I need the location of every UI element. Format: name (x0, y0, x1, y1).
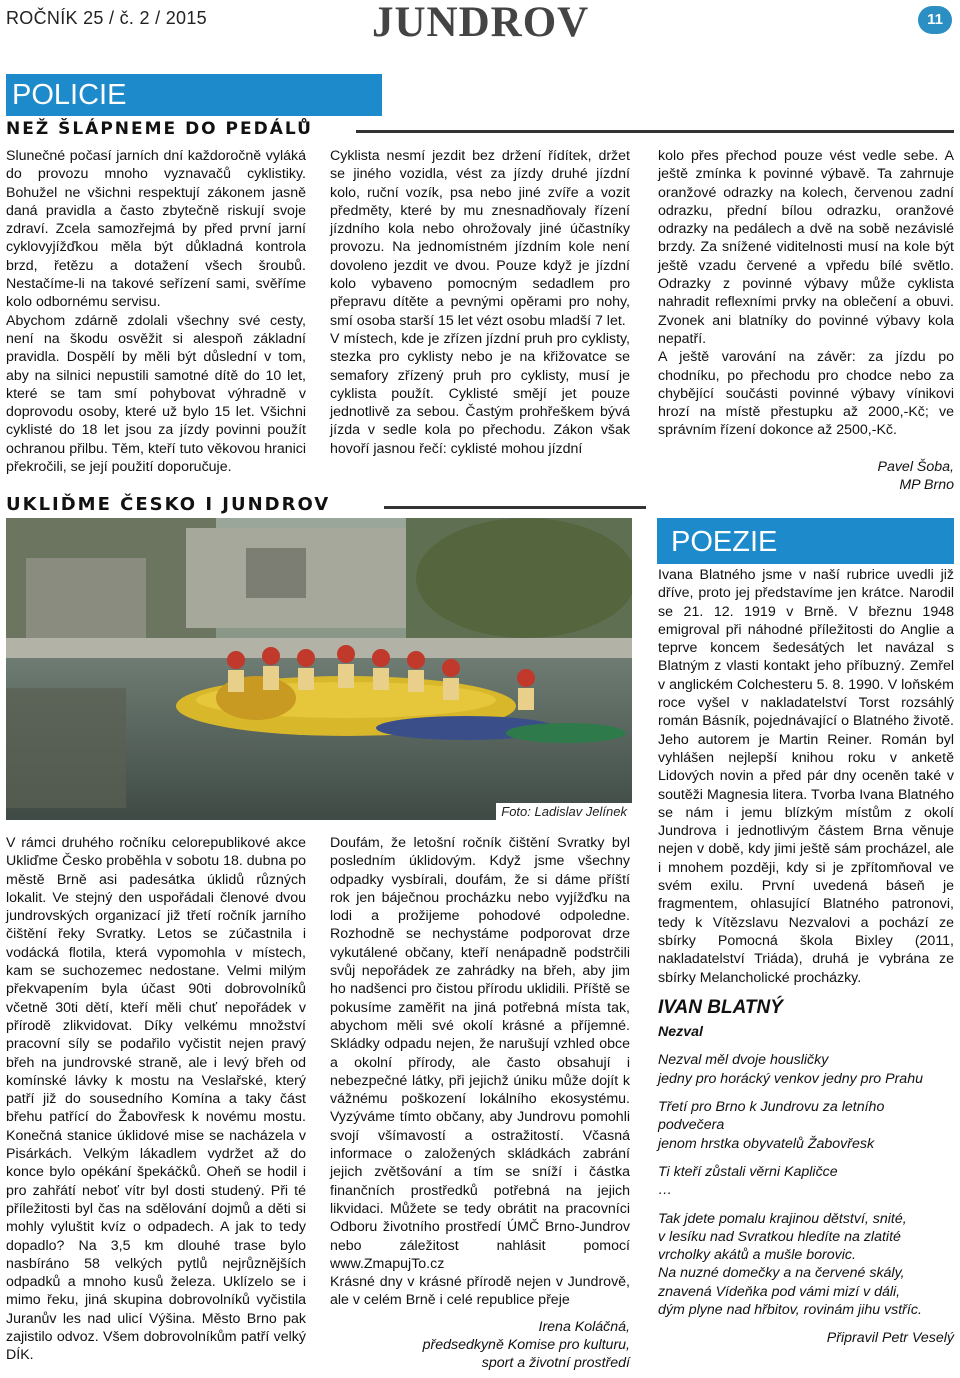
page-number-badge: 11 (918, 6, 952, 34)
poem-stanza (658, 1210, 954, 1320)
issue-label: ROČNÍK 25 / č. 2 / 2015 (6, 8, 207, 28)
paragraph: A ještě varování na závěr: za jízdu po chodníku, po přechodu pro chodce nebo za chybějící součásti povinné výbavy vínikovi hrozí na místě přestupku až 2000,-Kč; ve správním řízení dokonce až 2500,-Kč. (658, 349, 954, 439)
article-heading-uklidme: UKLIĎME ČESKO I JUNDROV (6, 494, 331, 515)
photo-credit: Foto: Ladislav Jelínek (496, 803, 632, 820)
section-title-policie: POLICIE (6, 74, 382, 116)
paragraph: V místech, kde je zřízen jízdní pruh pro cyklisty, stezka pro cyklisty nebo je na křižovatce se semafory zřízený pruh pro cyklisty, musí je cyklista použít. Cyklisté smějí jet pouze jednotlivě za sebou. Častým prohřeškem bývá jízda v sedle kola po přechodu. Zákon však hovoří jasnou řečí: cyklisté mohou jízdní (330, 330, 630, 457)
poem-line: Nezval měl dvoje housličky (658, 1052, 829, 1069)
author-role: předsedkyně Komise pro kulturu, (422, 1337, 630, 1354)
paragraph: Doufám, že letošní ročník čištění Svratky byl posledním úklidovým. Když jsme všechny odpadky vysbírali, doufám, že si dáme příští rok jen báječnou procházku nebo vyjížďku na lodi a prožijeme pohodové odpoledne. Rozhodně se nechystáme podporovat drze vykutálené občany, kteří nenápadně podstrčili svůj nepořádek ze zahrádky na břeh, aby jim ho nadšenci pro čistou přírodu uklidili. Příště se pokusíme zaměřit na jiná potřebná místa tak, abychom měli své okolí krásné a příjemné. Skládky odpadu nejen, že narušují vzhled obce a okolní přírody, ale často obsahují i nebezpečné látky, při jejichž úniku může dojít k vážnému poškození lokálního ekosystému. Vyzýváme tímto občany, aby Jundrovu pomohli svojí všímavostí a ostražitostí. Včasná informace o založených skládkách zabrání jejich zvětšování a tím se sníží i částka finančních prostředků potřebná na jejich likvidaci. Můžete se tedy obrátit na pracovníci Odboru životního prostředí ÚMČ Brno-Jundrov nebo záležitost nahlásit pomocí www.ZmapujTo.cz (330, 835, 630, 1272)
rafting-photo (6, 518, 632, 820)
author-org: MP Brno (899, 477, 954, 494)
article-heading-pedaly: NEŽ ŠLÁPNEME DO PEDÁLŮ (6, 119, 313, 139)
uklidme-column-1 (6, 834, 306, 1365)
poem-line: jenom hrstka obyvatelů Žabovřesk (658, 1135, 875, 1152)
poem-line: v lesíku nad Svratkou hledíte na zlatité (658, 1228, 901, 1245)
author-name: Irena Koláčná, (538, 1318, 630, 1335)
paragraph: Ivana Blatného jsme v naší rubrice uvedli již dříve, proto jej představíme jen krátce. Narodil se 21. 12. 1919 v Brně. V březnu 1948 emigroval při náhodné příležitosti do Anglie a teprve koncem šedesátých let navázal s Blatným z vlasti kontakt jeho příbuzný. Zemřel v anglickém Colchesteru 5. 8. 1990. V loňském roce vyšel v nakladatelství Torst rozsáhlý román Básník, pojednávající o Blatného životě. Jeho autorem je Martin Reiner. Román byl vyhlášen nejlepší knihou roku v anketě Lidových novin a před pár dny oceněn také v soutěži Magnesia litera. Tvorba Ivana Blatného se nám i jemu blízkým místům z okolí Jundrova i jednotlivým částem Brna věnuje nejen v době, kdy jimi ještě sám procházel, ale i mnohem později, kdy si je zpřítomňoval ve svém exilu. První uvedená báseň je fragmentem, ohlasující Blatného patronovi, tedy k Vítězslavu Nezvalovi a pochází ze sbírky Pomocná škola Bixley (2011, nakladatelství Triáda), druhá je vybrána ze sbírky Melancholické procházky. (658, 567, 954, 986)
paragraph: Slunečné počasí jarních dní každoročně vyláká do provozu mnoho vyznavačů cyklistiky. Bohužel ne všichni respektují zákonem jasně daná pravidla a často zbytečně riskují svoje zdraví. Zcela samozřejmá by před první jarní cyklovyjížďkou měla být důkladná kontrola brzd, řetězu a dotažení všech šroubů. Nestačíme-li na takové seřízení sami, svěříme kolo odbornému servisu. (6, 148, 306, 311)
author-name: Pavel Šoba, (877, 458, 954, 475)
poem-stanza (658, 1098, 954, 1153)
policie-column-2 (330, 147, 630, 458)
poem-line: znavená Vídeňka pod vámi mizí v dáli, (658, 1283, 901, 1300)
poem-line: vrcholky akátů a mušle borovic. (658, 1247, 856, 1264)
policie-column-3 (658, 147, 954, 494)
page-header (0, 0, 960, 46)
policie-column-1 (6, 147, 306, 476)
heading-rule (384, 506, 646, 509)
poem-line: Na nuzné domečky a na červené skály, (658, 1265, 905, 1282)
author-role: sport a životní prostředí (481, 1355, 630, 1372)
photo-illustration (6, 518, 632, 820)
paragraph: kolo přes přechod pouze vést vedle sebe. A ještě zmínka k povinné výbavě. Ta zahrnuje oranžové odrazky na kolech, červenou zadní odrazku, přední bílou odrazku, oranžové odrazky na pedálech a dvě na sobě nezávislé brzdy. Za snížené viditelnosti musí na kole být ještě vzadu červené a vpředu bílé světlo. Odrazky z povinné výbavy může cyklista nahradit reflexními prvky na oblečení a obuvi. Zvonek ani blatníky do povinné výbavy kola nepatří. (658, 148, 954, 347)
paragraph: Abychom zdárně zdolali všechny své cesty, není na škodu osvěžit si alespoň základní pravidla. Dospělí by měli být důslední v tom, aby na silnici nepustili samotné dítě do 10 let, které se tam smí pohybovat výhradně v doprovodu osoby, které už bylo 15 let. Všichni cyklisté do 18 let jsou za jízdy povinni použít ochranou přilbu. Těm, kteří tuto věkovou hranici překročili, se její použití doporučuje. (6, 312, 306, 476)
poem-stanza (658, 1051, 954, 1088)
poem-line: Třetí pro Brno k Jundrovu za letního podvečera (658, 1099, 885, 1134)
section-title-poezie: POEZIE (657, 518, 954, 564)
poem-line: dým plyne nad hřbitov, rovinám jihu vstříc. (658, 1301, 922, 1318)
poem-author: IVAN BLATNÝ (658, 996, 783, 1018)
poem-line: … (658, 1182, 673, 1199)
masthead: JUNDROV (372, 0, 590, 46)
paragraph: Cyklista nesmí jezdit bez držení řídítek, držet se jiného vozidla, vést za jízdy druhé jízdní kolo, ruční vozík, psa nebo jiné zvíře a vozit předměty, které by mu znesnadňovaly řízení jízdního kola nebo ohrožovaly jiné účastníky provozu. Na jednomístném jízdním kole není dovoleno jezdit ve dvou. Pouze když je jízdní kolo vybaveno pomocným sedadlem pro přepravu dítěte a pevnými opěrami pro nohy, smí osoba starší 15 let vézt osobu mladší 7 let. (330, 148, 630, 329)
poem-line: Ti kteří zůstali věrni Kapličce (658, 1163, 838, 1180)
poem-stanza (658, 1163, 954, 1200)
poem-line: Tak jdete pomalu krajinou dětství, snité, (658, 1210, 907, 1227)
uklidme-column-2 (330, 834, 630, 1373)
paragraph: V rámci druhého ročníku celorepublikové akce Ukliďme Česko proběhla v sobotu 18. dubna po městě Brně asi padesátka úklidů různých lokalit. Ve stejný den uspořádali členové dvou jundrovských organizací již třetí ročník jarního čištění řeky Svratky. Letos se zúčastnila i vodácká flotila, která vypomohla v místech, kam se suchozemec nedostane. Velmi milým překvapením byla účast 90ti dobrovolníků včetně 30ti dětí, kteří měli chuť nepořádek v přírodě zlikvidovat. Díky velkému množství pracovní síly se podařilo vyčistit nejen pravý břeh na jundrovské straně, ale i levý břeh od komínské lávky k mostu na Veslařské, který patří již do sousedního Komína a taky část břehu patřící do Žabovřesk k novému mostu. Konečná stanice úklidové mise se nacházela v Pisárkách. Velkým lákadlem vydržet až do konce bylo opékání špekáčků. Oheň se hodil i pro zahřátí neboť vítr byl dosti studený. Při té příležitosti byl čas na sdělování dojmů a děti si mohly vyluštit kvíz o odpadech. A jak to tedy dopadlo? Na 3,5 km dlouhé trase bylo nasbíráno 58 velkých pytlů nejrůznějších odpadků a mnoho kusů železa. Uklízelo se i mimo řeku, jiná skupina dobrovolníků vyčistila Juranův les nad ulicí Výšina. Město Brno pak zajistilo odvoz. Všem dobrovolníkům patří velký DÍK. (6, 835, 306, 1364)
heading-rule (356, 130, 954, 133)
poem-title: Nezval (658, 1024, 703, 1041)
poem (658, 1051, 954, 1319)
poem-line: jedny pro horácký venkov jedny pro Prahu (658, 1070, 923, 1087)
compiler-signature: Připravil Petr Veselý (826, 1330, 954, 1347)
paragraph: Krásné dny v krásné přírodě nejen v Jundrově, ale v celém Brně i celé republice přeje (330, 1274, 630, 1309)
poezie-column (658, 566, 954, 1348)
